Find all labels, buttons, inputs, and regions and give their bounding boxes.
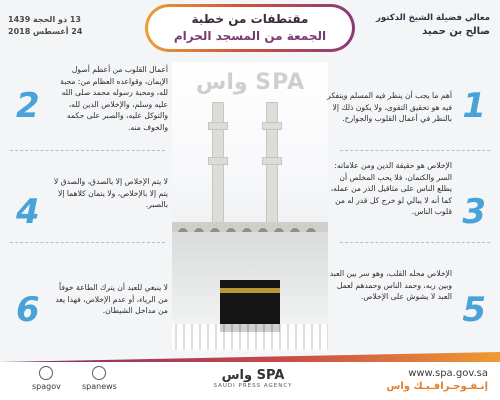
panel-text-2: أعمال القلوب من أعظم أصول الإيمان، وقواعده العظام من: محبة لله، ومحبة رسوله محمد صلى الله عليه وسلم، والإخلاص الدين لله، والتوكل عليه، والصبر على حكمه والخوف منه. — [60, 65, 168, 132]
panel-text-6: لا ينبغي للعبد أن يترك الطاعة خوفاً من الرياء، أو عدم الإخلاص، فهذا يعد من مداخل الشيطان. — [55, 283, 168, 315]
speaker-honorific: معالي فضيلة الشيخ الدكتور — [376, 13, 490, 23]
panel-number-2: 2 — [16, 86, 40, 126]
title-line-1: مقتطفات من خطبة — [191, 12, 309, 26]
date-hijri: 13 ذو الحجة 1439 — [8, 15, 81, 24]
social-icon — [39, 366, 53, 380]
speaker-block — [370, 12, 490, 38]
social-label-spanews: spanews — [82, 382, 117, 391]
spa-watermark — [196, 70, 316, 110]
panel-number-3: 3 — [462, 192, 486, 232]
instagram-icon — [92, 366, 106, 380]
panel-text-4: لا يتم الإخلاص إلا بالصدق، والصدق لا يتم إلا بالإخلاص، ولا يتمان كلاهما إلا بالصبر. — [53, 177, 168, 209]
panel-number-5: 5 — [462, 290, 486, 330]
spa-logo-sub: SAUDI PRESS AGENCY — [213, 383, 293, 389]
social-label-spagov: spagov — [32, 382, 61, 391]
watermark-logo: واس SPA — [196, 70, 306, 95]
panel-number-4: 4 — [16, 192, 40, 232]
infographic-tagline: إنـفـوجـرافـيـك واس — [386, 381, 488, 392]
panel-number-1: 1 — [462, 86, 486, 126]
social-spanews[interactable] — [82, 366, 117, 391]
social-spagov[interactable] — [32, 366, 61, 391]
date-gregorian: 24 أغسطس 2018 — [8, 27, 83, 36]
panel-number-6: 6 — [16, 290, 40, 330]
spa-logo — [208, 368, 298, 396]
website-link[interactable]: www.spa.gov.sa — [408, 368, 488, 379]
title-line-2: الجمعة من المسجد الحرام — [173, 29, 327, 43]
panel-text-3: الإخلاص هو حقيقة الدين ومن علاماته: السر والكتمان، فلا يحب المخلص أن يطلع الناس على مثاقيل الذر من عمله، كما أنه لا يبالي لو خرج كل قدر له من قلوب الناس. — [330, 161, 452, 216]
footer-gradient — [0, 352, 500, 362]
panel-text-1: أهم ما يجب أن ينظر فيه المسلم ويتفكر فيه هو تحقيق التقوى، ولا يكون ذلك إلا بالنظر في أعمال القلوب والجوارح. — [327, 91, 452, 123]
panel-text-5: الإخلاص محله القلب، وهو سر بين العبد وبين ربه، وحمد الناس وحمدهم لعمل العبد لا يشوش على الإخلاص. — [329, 269, 452, 301]
date-block — [8, 14, 108, 38]
speaker-name: صالح بن حميد — [422, 26, 490, 37]
title-banner — [145, 4, 355, 52]
spa-logo-main: واس SPA — [221, 368, 285, 383]
